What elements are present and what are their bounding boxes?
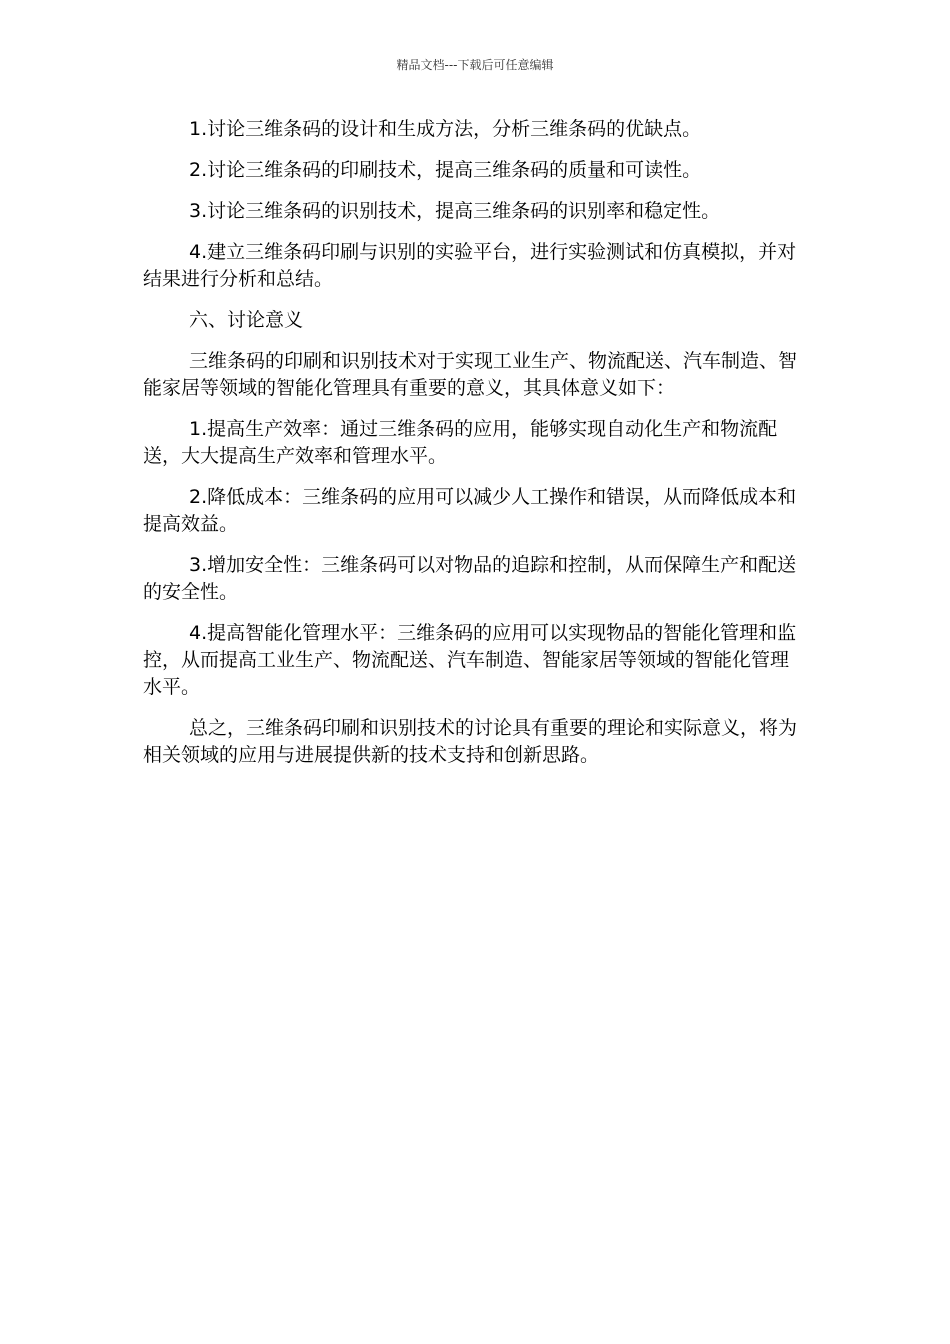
paragraph-significance-4: 4.提高智能化管理水平：三维条码的应用可以实现物品的智能化管理和监控，从而提高工业生产、物流配送、汽车制造、智能家居等领域的智能化管理水平。 <box>143 622 797 698</box>
paragraph-conclusion: 总之，三维条码印刷和识别技术的讨论具有重要的理论和实际意义，将为相关领域的应用与进展提供新的技术支持和创新思路。 <box>143 717 798 766</box>
section-heading: 六、讨论意义 <box>189 309 304 331</box>
document-body <box>143 116 803 783</box>
paragraph-significance-2: 2.降低成本：三维条码的应用可以减少人工操作和错误，从而降低成本和提高效益。 <box>143 486 797 535</box>
paragraph-objective-2: 2.讨论三维条码的印刷技术，提高三维条码的质量和可读性。 <box>189 159 702 181</box>
paragraph-objective-1: 1.讨论三维条码的设计和生成方法，分析三维条码的优缺点。 <box>189 118 702 140</box>
paragraph-objective-4: 4.建立三维条码印刷与识别的实验平台，进行实验测试和仿真模拟，并对结果进行分析和总结。 <box>143 241 797 290</box>
page-header: 精品文档---下载后可任意编辑 <box>396 58 554 72</box>
paragraph-significance-1: 1.提高生产效率：通过三维条码的应用，能够实现自动化生产和物流配送，大大提高生产效率和管理水平。 <box>143 418 778 467</box>
paragraph-significance-intro: 三维条码的印刷和识别技术对于实现工业生产、物流配送、汽车制造、智能家居等领域的智能化管理具有重要的意义，其具体意义如下： <box>143 350 798 399</box>
paragraph-significance-3: 3.增加安全性：三维条码可以对物品的追踪和控制，从而保障生产和配送的安全性。 <box>143 554 797 603</box>
paragraph-objective-3: 3.讨论三维条码的识别技术，提高三维条码的识别率和稳定性。 <box>189 200 721 222</box>
